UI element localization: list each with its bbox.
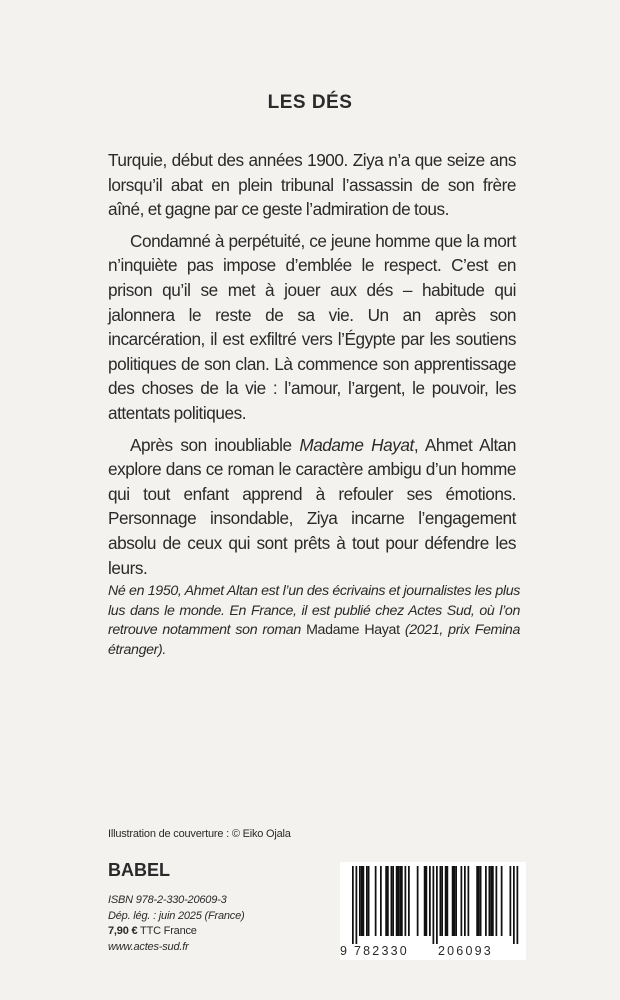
barcode-bar: [429, 866, 431, 936]
barcode-bar: [478, 866, 480, 936]
barcode-bar: [392, 866, 394, 936]
barcode-bar: [426, 866, 428, 936]
barcode-bar: [480, 866, 482, 936]
price: 7,90 €: [108, 925, 138, 937]
barcode: [340, 862, 526, 960]
barcode-bar: [359, 866, 361, 936]
barcode-bar: [391, 866, 393, 936]
synopsis-p3-end: , Ahmet Altan explore dans ce roman le caractère ambigu d’un homme qui tout enfant apprend à refouler ses émotions. Personnage insondable, Ziya incarne l’engagement absolu de ceux qui sont prêts à tout pour défendre les leurs.: [108, 434, 516, 578]
barcode-bar: [401, 866, 403, 936]
barcode-bar: [441, 866, 443, 936]
synopsis-paragraph-1: Turquie, début des années 1900. Ziya n’a que seize ans lorsqu’il abat en plein tribunal l’assassin de son frère aîné, et gagne par ce geste l’admiration de tous.: [108, 150, 516, 220]
barcode-bar: [468, 866, 470, 936]
website: www.actes-sud.fr: [108, 940, 189, 953]
barcode-bar: [440, 866, 442, 936]
barcode-bar: [452, 866, 454, 936]
barcode-bar: [490, 866, 492, 936]
barcode-bar: [399, 866, 401, 936]
barcode-bar: [485, 866, 487, 936]
barcode-bar: [445, 866, 447, 936]
barcode-bar: [352, 866, 354, 944]
barcode-bar: [461, 866, 463, 936]
barcode-left-digits: 782330: [354, 944, 409, 958]
publication-info: [108, 893, 244, 955]
legal-deposit: Dép. lég. : juin 2025 (France): [108, 909, 245, 922]
price-line: [108, 924, 244, 940]
barcode-bar: [447, 866, 449, 936]
barcode-bar: [387, 866, 389, 936]
barcode-bar: [417, 866, 419, 936]
synopsis-p3-book-title: Madame Hayat: [299, 434, 414, 455]
barcode-first-digit: 9: [340, 944, 347, 958]
barcode-bar: [433, 866, 435, 944]
author-bio-book-title: Madame Hayat: [306, 622, 400, 639]
author-bio: [108, 582, 520, 660]
barcode-bar: [398, 866, 400, 936]
barcode-bar: [436, 866, 438, 944]
barcode-bar: [380, 866, 382, 936]
barcode-bar: [368, 866, 370, 936]
barcode-bar: [492, 866, 494, 936]
barcode-right-digits: 206093: [438, 944, 493, 958]
book-title: LES DÉS: [267, 92, 353, 113]
barcode-bars: [340, 862, 526, 944]
barcode-bar: [454, 866, 456, 936]
barcode-bar: [424, 866, 426, 936]
barcode-bar: [476, 866, 478, 936]
barcode-bar: [361, 866, 363, 936]
barcode-bar: [405, 866, 407, 936]
synopsis: [108, 148, 516, 587]
barcode-bar: [510, 866, 512, 936]
barcode-bar: [408, 866, 410, 936]
price-suffix: TTC France: [137, 925, 197, 937]
author-bio-start: Né en 1950, Ahmet Altan est l’un des écrivains et journalistes les plus lus dans le monde. En France, il est publié chez Actes Sud, où l’on retrouve notamment son roman: [108, 583, 520, 639]
barcode-bar: [366, 866, 368, 936]
barcode-bar: [464, 866, 466, 936]
barcode-bar: [396, 866, 398, 936]
barcode-bar: [489, 866, 491, 936]
isbn: ISBN 978-2-330-20609-3: [108, 894, 227, 906]
synopsis-p3-start: Après son inoubliable: [130, 434, 300, 455]
barcode-bar: [363, 866, 365, 936]
barcode-bar: [501, 866, 503, 936]
publisher-name: BABEL: [108, 860, 170, 880]
cover-credit: Illustration de couverture : © Eiko Ojala: [108, 828, 291, 840]
synopsis-paragraph-3: [108, 433, 516, 581]
synopsis-paragraph-2: Condamné à perpétuité, ce jeune homme que la mort n’inquiète pas impose d’emblée le respect. C’est en prison qu’il se met à jouer aux dés – habitude qui jalonnera le reste de sa vie. Un an après son incarcération, il est exfiltré vers l’Égypte par les soutiens politiques de son clan. Là commence son apprentissage des choses de la vie : l’amour, l’argent, le pouvoir, les attentats politiques.: [108, 230, 516, 423]
barcode-bar: [513, 866, 515, 944]
barcode-bar: [385, 866, 387, 936]
barcode-bar: [356, 866, 358, 944]
barcode-bar: [455, 866, 457, 936]
barcode-bar: [496, 866, 498, 936]
author-bio-end: (2021, prix Femina étranger).: [108, 622, 521, 658]
barcode-bar: [375, 866, 377, 936]
barcode-bar: [517, 866, 519, 944]
